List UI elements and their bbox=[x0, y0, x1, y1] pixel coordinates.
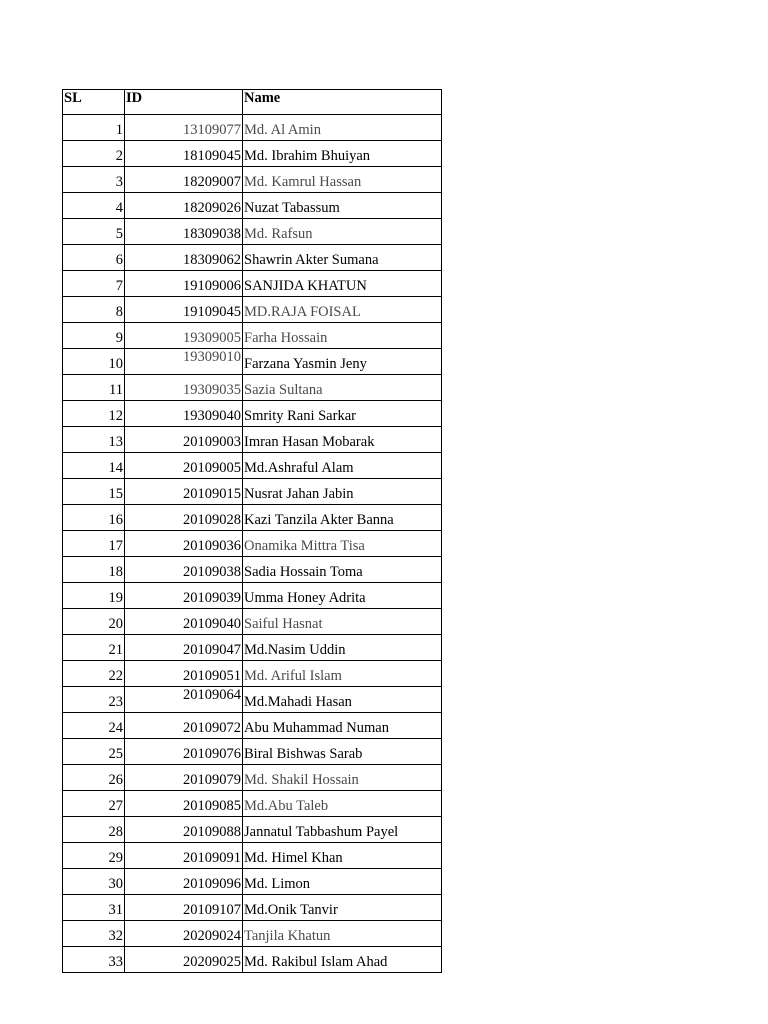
cell-sl: 15 bbox=[63, 479, 125, 505]
table-row bbox=[63, 271, 442, 297]
cell-sl: 24 bbox=[63, 713, 125, 739]
cell-id: 19109045 bbox=[125, 297, 243, 323]
header-sl: SL bbox=[63, 90, 125, 115]
cell-sl: 27 bbox=[63, 791, 125, 817]
table-row bbox=[63, 713, 442, 739]
table-row bbox=[63, 687, 442, 713]
table-row bbox=[63, 479, 442, 505]
table-row bbox=[63, 557, 442, 583]
cell-name: Md. Kamrul Hassan bbox=[243, 167, 442, 193]
table-row bbox=[63, 817, 442, 843]
table-row bbox=[63, 323, 442, 349]
table-row bbox=[63, 895, 442, 921]
cell-sl: 25 bbox=[63, 739, 125, 765]
table-row bbox=[63, 375, 442, 401]
cell-id: 19109006 bbox=[125, 271, 243, 297]
cell-sl: 26 bbox=[63, 765, 125, 791]
cell-sl: 28 bbox=[63, 817, 125, 843]
table-row bbox=[63, 245, 442, 271]
table-row bbox=[63, 193, 442, 219]
table-row bbox=[63, 505, 442, 531]
cell-name: Md. Rakibul Islam Ahad bbox=[243, 947, 442, 973]
cell-name: Sadia Hossain Toma bbox=[243, 557, 442, 583]
cell-name: Md. Ariful Islam bbox=[243, 661, 442, 687]
cell-id: 20109079 bbox=[125, 765, 243, 791]
table-row bbox=[63, 843, 442, 869]
cell-name: Saiful Hasnat bbox=[243, 609, 442, 635]
cell-id: 19309040 bbox=[125, 401, 243, 427]
cell-name: Umma Honey Adrita bbox=[243, 583, 442, 609]
table-row bbox=[63, 661, 442, 687]
cell-name: Md. Al Amin bbox=[243, 115, 442, 141]
cell-sl: 18 bbox=[63, 557, 125, 583]
cell-name: Biral Bishwas Sarab bbox=[243, 739, 442, 765]
cell-id: 20109038 bbox=[125, 557, 243, 583]
cell-sl: 8 bbox=[63, 297, 125, 323]
cell-id: 20109015 bbox=[125, 479, 243, 505]
cell-sl: 33 bbox=[63, 947, 125, 973]
cell-id: 20109047 bbox=[125, 635, 243, 661]
cell-name: Kazi Tanzila Akter Banna bbox=[243, 505, 442, 531]
cell-id: 13109077 bbox=[125, 115, 243, 141]
table-row bbox=[63, 869, 442, 895]
cell-sl: 11 bbox=[63, 375, 125, 401]
cell-name: Jannatul Tabbashum Payel bbox=[243, 817, 442, 843]
cell-sl: 7 bbox=[63, 271, 125, 297]
cell-name: SANJIDA KHATUN bbox=[243, 271, 442, 297]
cell-id: 20109036 bbox=[125, 531, 243, 557]
table-row bbox=[63, 765, 442, 791]
cell-id: 20109051 bbox=[125, 661, 243, 687]
cell-sl: 4 bbox=[63, 193, 125, 219]
table-row bbox=[63, 947, 442, 973]
cell-sl: 19 bbox=[63, 583, 125, 609]
cell-name: Md.Nasim Uddin bbox=[243, 635, 442, 661]
table-row bbox=[63, 453, 442, 479]
cell-sl: 29 bbox=[63, 843, 125, 869]
table-row bbox=[63, 739, 442, 765]
cell-name: Imran Hasan Mobarak bbox=[243, 427, 442, 453]
cell-name: Md. Ibrahim Bhuiyan bbox=[243, 141, 442, 167]
cell-sl: 3 bbox=[63, 167, 125, 193]
cell-id: 18209026 bbox=[125, 193, 243, 219]
cell-id: 18309062 bbox=[125, 245, 243, 271]
cell-sl: 21 bbox=[63, 635, 125, 661]
table-row bbox=[63, 791, 442, 817]
table-row bbox=[63, 401, 442, 427]
cell-name: Abu Muhammad Numan bbox=[243, 713, 442, 739]
header-id: ID bbox=[125, 90, 243, 115]
cell-id: 20109039 bbox=[125, 583, 243, 609]
cell-id: 18209007 bbox=[125, 167, 243, 193]
cell-id: 20109107 bbox=[125, 895, 243, 921]
table-row bbox=[63, 297, 442, 323]
cell-sl: 10 bbox=[63, 349, 125, 375]
cell-id: 19309035 bbox=[125, 375, 243, 401]
cell-sl: 31 bbox=[63, 895, 125, 921]
cell-id: 20209024 bbox=[125, 921, 243, 947]
cell-name: Nuzat Tabassum bbox=[243, 193, 442, 219]
cell-sl: 2 bbox=[63, 141, 125, 167]
table-row bbox=[63, 115, 442, 141]
cell-name: Farzana Yasmin Jeny bbox=[243, 349, 442, 375]
cell-id: 19309010 bbox=[125, 349, 243, 375]
table-row bbox=[63, 635, 442, 661]
cell-name: Nusrat Jahan Jabin bbox=[243, 479, 442, 505]
table-row bbox=[63, 219, 442, 245]
cell-id: 18309038 bbox=[125, 219, 243, 245]
cell-id: 20109096 bbox=[125, 869, 243, 895]
cell-name: Smrity Rani Sarkar bbox=[243, 401, 442, 427]
cell-name: Shawrin Akter Sumana bbox=[243, 245, 442, 271]
cell-name: Md. Shakil Hossain bbox=[243, 765, 442, 791]
cell-id: 20109064 bbox=[125, 687, 243, 713]
cell-name: Md.Ashraful Alam bbox=[243, 453, 442, 479]
cell-name: Md. Rafsun bbox=[243, 219, 442, 245]
cell-id: 20109091 bbox=[125, 843, 243, 869]
cell-sl: 20 bbox=[63, 609, 125, 635]
header-name: Name bbox=[243, 90, 442, 115]
cell-name: Md.Abu Taleb bbox=[243, 791, 442, 817]
cell-sl: 6 bbox=[63, 245, 125, 271]
cell-name: MD.RAJA FOISAL bbox=[243, 297, 442, 323]
cell-name: Md. Himel Khan bbox=[243, 843, 442, 869]
cell-id: 20109088 bbox=[125, 817, 243, 843]
table-header bbox=[63, 90, 442, 115]
table-row bbox=[63, 167, 442, 193]
table-row bbox=[63, 583, 442, 609]
cell-name: Onamika Mittra Tisa bbox=[243, 531, 442, 557]
table-row bbox=[63, 609, 442, 635]
cell-id: 20109005 bbox=[125, 453, 243, 479]
table-row bbox=[63, 141, 442, 167]
table-row bbox=[63, 921, 442, 947]
cell-sl: 12 bbox=[63, 401, 125, 427]
table-body bbox=[63, 115, 442, 973]
cell-id: 19309005 bbox=[125, 323, 243, 349]
student-table bbox=[62, 89, 442, 973]
cell-name: Md. Limon bbox=[243, 869, 442, 895]
cell-id: 20109076 bbox=[125, 739, 243, 765]
cell-sl: 9 bbox=[63, 323, 125, 349]
cell-sl: 23 bbox=[63, 687, 125, 713]
cell-name: Sazia Sultana bbox=[243, 375, 442, 401]
cell-id: 20109003 bbox=[125, 427, 243, 453]
cell-id: 18109045 bbox=[125, 141, 243, 167]
cell-sl: 5 bbox=[63, 219, 125, 245]
cell-id: 20109085 bbox=[125, 791, 243, 817]
cell-sl: 17 bbox=[63, 531, 125, 557]
cell-sl: 16 bbox=[63, 505, 125, 531]
cell-name: Md.Onik Tanvir bbox=[243, 895, 442, 921]
cell-name: Md.Mahadi Hasan bbox=[243, 687, 442, 713]
cell-name: Tanjila Khatun bbox=[243, 921, 442, 947]
cell-sl: 14 bbox=[63, 453, 125, 479]
cell-id: 20109072 bbox=[125, 713, 243, 739]
cell-sl: 22 bbox=[63, 661, 125, 687]
cell-name: Farha Hossain bbox=[243, 323, 442, 349]
cell-sl: 32 bbox=[63, 921, 125, 947]
cell-id: 20109040 bbox=[125, 609, 243, 635]
table-row bbox=[63, 427, 442, 453]
table-row bbox=[63, 531, 442, 557]
table-row bbox=[63, 349, 442, 375]
cell-sl: 13 bbox=[63, 427, 125, 453]
cell-sl: 30 bbox=[63, 869, 125, 895]
cell-id: 20109028 bbox=[125, 505, 243, 531]
cell-sl: 1 bbox=[63, 115, 125, 141]
header-row bbox=[63, 90, 442, 115]
cell-id: 20209025 bbox=[125, 947, 243, 973]
